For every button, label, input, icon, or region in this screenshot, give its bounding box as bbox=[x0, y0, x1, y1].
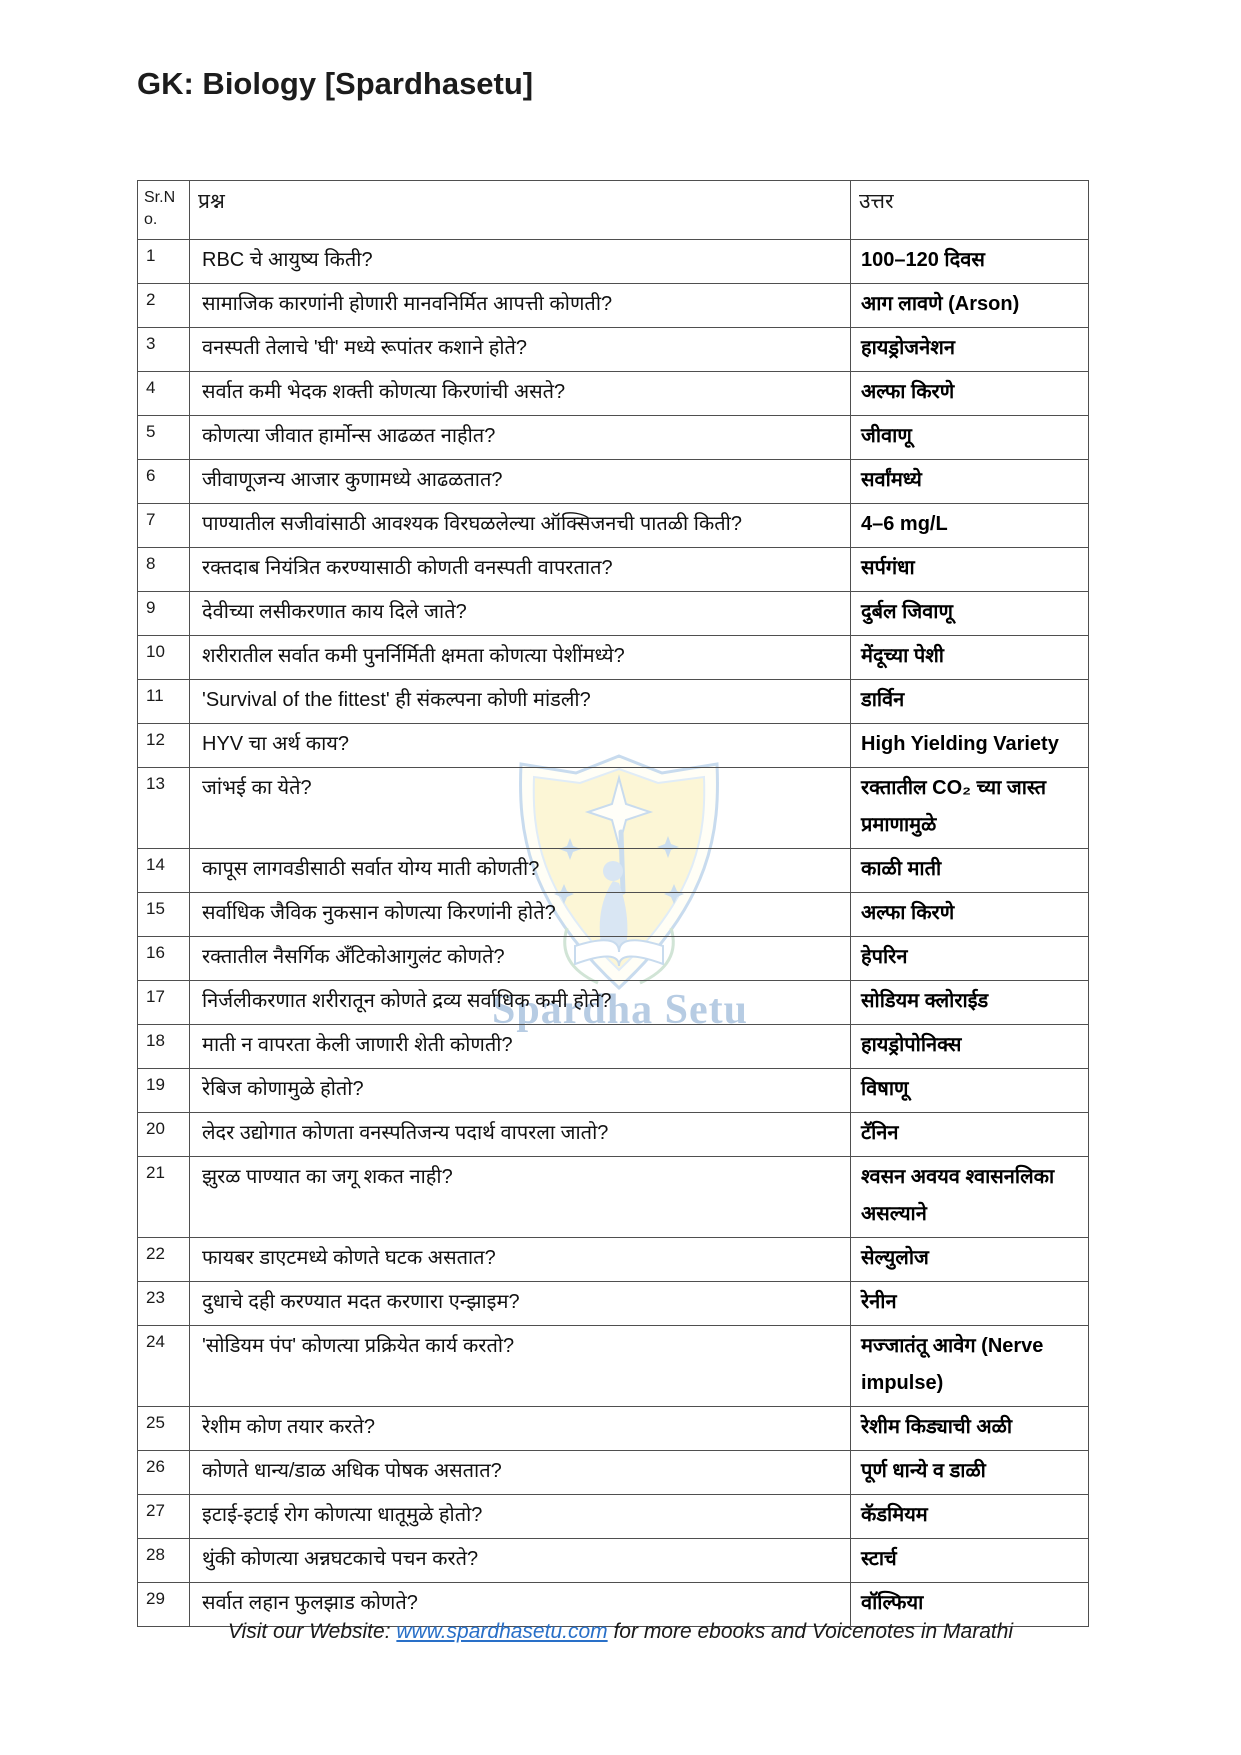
question-cell: माती न वापरता केली जाणारी शेती कोणती? bbox=[190, 1025, 851, 1069]
question-cell: 'Survival of the fittest' ही संकल्पना कोणी मांडली? bbox=[190, 680, 851, 724]
question-cell: RBC चे आयुष्य किती? bbox=[190, 240, 851, 284]
answer-cell: हायड्रोपोनिक्स bbox=[851, 1025, 1089, 1069]
question-cell: फायबर डाएटमध्ये कोणते घटक असतात? bbox=[190, 1238, 851, 1282]
column-header-answer: उत्तर bbox=[851, 181, 1089, 240]
row-number: 3 bbox=[138, 328, 190, 372]
question-cell: दुधाचे दही करण्यात मदत करणारा एन्झाइम? bbox=[190, 1282, 851, 1326]
table-row bbox=[138, 548, 1089, 592]
row-number: 9 bbox=[138, 592, 190, 636]
row-number: 11 bbox=[138, 680, 190, 724]
question-cell: रक्तातील नैसर्गिक अँटिकोआगुलंट कोणते? bbox=[190, 937, 851, 981]
table-row bbox=[138, 981, 1089, 1025]
answer-cell: हायड्रोजनेशन bbox=[851, 328, 1089, 372]
answer-cell: मेंदूच्या पेशी bbox=[851, 636, 1089, 680]
table-row bbox=[138, 1282, 1089, 1326]
question-cell: सामाजिक कारणांनी होणारी मानवनिर्मित आपत्ती कोणती? bbox=[190, 284, 851, 328]
answer-cell: रेनीन bbox=[851, 1282, 1089, 1326]
question-cell: झुरळ पाण्यात का जगू शकत नाही? bbox=[190, 1157, 851, 1238]
table-row bbox=[138, 1495, 1089, 1539]
table-row bbox=[138, 1451, 1089, 1495]
row-number: 5 bbox=[138, 416, 190, 460]
table-row bbox=[138, 1069, 1089, 1113]
answer-cell: आग लावणे (Arson) bbox=[851, 284, 1089, 328]
table-row bbox=[138, 1326, 1089, 1407]
table-row bbox=[138, 240, 1089, 284]
question-cell: रेशीम कोण तयार करते? bbox=[190, 1407, 851, 1451]
answer-cell: सेल्युलोज bbox=[851, 1238, 1089, 1282]
table-row bbox=[138, 328, 1089, 372]
row-number: 27 bbox=[138, 1495, 190, 1539]
question-cell: सर्वात लहान फुलझाड कोणते? bbox=[190, 1583, 851, 1627]
question-cell: वनस्पती तेलाचे 'घी' मध्ये रूपांतर कशाने होते? bbox=[190, 328, 851, 372]
qa-table bbox=[137, 180, 1089, 1627]
row-number: 6 bbox=[138, 460, 190, 504]
answer-cell: अल्फा किरणे bbox=[851, 893, 1089, 937]
row-number: 2 bbox=[138, 284, 190, 328]
footer bbox=[0, 1620, 1241, 1644]
answer-cell: दुर्बल जिवाणू bbox=[851, 592, 1089, 636]
table-row bbox=[138, 416, 1089, 460]
answer-cell: कॅडमियम bbox=[851, 1495, 1089, 1539]
website-link[interactable]: www.spardhasetu.com bbox=[396, 1620, 608, 1643]
question-cell: HYV चा अर्थ काय? bbox=[190, 724, 851, 768]
row-number: 17 bbox=[138, 981, 190, 1025]
question-cell: निर्जलीकरणात शरीरातून कोणते द्रव्य सर्वाधिक कमी होते? bbox=[190, 981, 851, 1025]
answer-cell: काळी माती bbox=[851, 849, 1089, 893]
table-header-row bbox=[138, 181, 1089, 240]
row-number: 29 bbox=[138, 1583, 190, 1627]
answer-cell: सर्वांमध्ये bbox=[851, 460, 1089, 504]
table-row bbox=[138, 636, 1089, 680]
table-row bbox=[138, 849, 1089, 893]
answer-cell: जीवाणू bbox=[851, 416, 1089, 460]
question-cell: कोणते धान्य/डाळ अधिक पोषक असतात? bbox=[190, 1451, 851, 1495]
answer-cell: सोडियम क्लोराईड bbox=[851, 981, 1089, 1025]
table-row bbox=[138, 1157, 1089, 1238]
row-number: 10 bbox=[138, 636, 190, 680]
row-number: 20 bbox=[138, 1113, 190, 1157]
answer-cell: सर्पगंधा bbox=[851, 548, 1089, 592]
row-number: 13 bbox=[138, 768, 190, 849]
row-number: 1 bbox=[138, 240, 190, 284]
page-title: GK: Biology [Spardhasetu] bbox=[137, 66, 534, 101]
question-cell: देवीच्या लसीकरणात काय दिले जाते? bbox=[190, 592, 851, 636]
answer-cell: High Yielding Variety bbox=[851, 724, 1089, 768]
row-number: 28 bbox=[138, 1539, 190, 1583]
table-row bbox=[138, 768, 1089, 849]
table-row bbox=[138, 680, 1089, 724]
table-row bbox=[138, 372, 1089, 416]
row-number: 25 bbox=[138, 1407, 190, 1451]
answer-cell: रक्तातील CO₂ च्या जास्त प्रमाणामुळे bbox=[851, 768, 1089, 849]
table-row bbox=[138, 1539, 1089, 1583]
table-row bbox=[138, 284, 1089, 328]
answer-cell: वॉल्फिया bbox=[851, 1583, 1089, 1627]
answer-cell: रेशीम किड्याची अळी bbox=[851, 1407, 1089, 1451]
answer-cell: विषाणू bbox=[851, 1069, 1089, 1113]
row-number: 24 bbox=[138, 1326, 190, 1407]
table-row bbox=[138, 592, 1089, 636]
row-number: 26 bbox=[138, 1451, 190, 1495]
answer-cell: टॅनिन bbox=[851, 1113, 1089, 1157]
table-row bbox=[138, 893, 1089, 937]
question-cell: 'सोडियम पंप' कोणत्या प्रक्रियेत कार्य करतो? bbox=[190, 1326, 851, 1407]
row-number: 18 bbox=[138, 1025, 190, 1069]
table-row bbox=[138, 724, 1089, 768]
answer-cell: हेपरिन bbox=[851, 937, 1089, 981]
row-number: 19 bbox=[138, 1069, 190, 1113]
row-number: 22 bbox=[138, 1238, 190, 1282]
table-row bbox=[138, 504, 1089, 548]
row-number: 16 bbox=[138, 937, 190, 981]
table-row bbox=[138, 1407, 1089, 1451]
question-cell: पाण्यातील सजीवांसाठी आवश्यक विरघळलेल्या ऑक्सिजनची पातळी किती? bbox=[190, 504, 851, 548]
answer-cell: 4–6 mg/L bbox=[851, 504, 1089, 548]
row-number: 12 bbox=[138, 724, 190, 768]
table-row bbox=[138, 460, 1089, 504]
column-header-srno: Sr.No. bbox=[138, 181, 190, 240]
answer-cell: अल्फा किरणे bbox=[851, 372, 1089, 416]
footer-text-prefix: Visit our Website: bbox=[227, 1620, 397, 1643]
question-cell: रेबिज कोणामुळे होतो? bbox=[190, 1069, 851, 1113]
question-cell: सर्वाधिक जैविक नुकसान कोणत्या किरणांनी होते? bbox=[190, 893, 851, 937]
row-number: 7 bbox=[138, 504, 190, 548]
row-number: 8 bbox=[138, 548, 190, 592]
watermark-text: Spardha Setu bbox=[492, 987, 748, 1033]
question-cell: थुंकी कोणत्या अन्नघटकाचे पचन करते? bbox=[190, 1539, 851, 1583]
question-cell: इटाई-इटाई रोग कोणत्या धातूमुळे होतो? bbox=[190, 1495, 851, 1539]
row-number: 23 bbox=[138, 1282, 190, 1326]
answer-cell: स्टार्च bbox=[851, 1539, 1089, 1583]
answer-cell: पूर्ण धान्ये व डाळी bbox=[851, 1451, 1089, 1495]
question-cell: जीवाणूजन्य आजार कुणामध्ये आढळतात? bbox=[190, 460, 851, 504]
question-cell: कापूस लागवडीसाठी सर्वात योग्य माती कोणती? bbox=[190, 849, 851, 893]
question-cell: लेदर उद्योगात कोणता वनस्पतिजन्य पदार्थ वापरला जातो? bbox=[190, 1113, 851, 1157]
column-header-question: प्रश्न bbox=[190, 181, 851, 240]
answer-cell: मज्जातंतू आवेग (Nerve impulse) bbox=[851, 1326, 1089, 1407]
row-number: 15 bbox=[138, 893, 190, 937]
question-cell: कोणत्या जीवात हार्मोन्स आढळत नाहीत? bbox=[190, 416, 851, 460]
question-cell: शरीरातील सर्वात कमी पुनर्निर्मिती क्षमता कोणत्या पेशींमध्ये? bbox=[190, 636, 851, 680]
question-cell: सर्वात कमी भेदक शक्ती कोणत्या किरणांची असते? bbox=[190, 372, 851, 416]
question-cell: रक्तदाब नियंत्रित करण्यासाठी कोणती वनस्पती वापरतात? bbox=[190, 548, 851, 592]
table-row bbox=[138, 1025, 1089, 1069]
row-number: 4 bbox=[138, 372, 190, 416]
qa-table-body bbox=[138, 240, 1089, 1627]
answer-cell: श्वसन अवयव श्वासनलिका असल्याने bbox=[851, 1157, 1089, 1238]
table-row bbox=[138, 1238, 1089, 1282]
footer-text-suffix: for more ebooks and Voicenotes in Marathi bbox=[607, 1620, 1014, 1643]
row-number: 21 bbox=[138, 1157, 190, 1238]
table-row bbox=[138, 1113, 1089, 1157]
answer-cell: 100–120 दिवस bbox=[851, 240, 1089, 284]
question-cell: जांभई का येते? bbox=[190, 768, 851, 849]
answer-cell: डार्विन bbox=[851, 680, 1089, 724]
table-row bbox=[138, 937, 1089, 981]
row-number: 14 bbox=[138, 849, 190, 893]
